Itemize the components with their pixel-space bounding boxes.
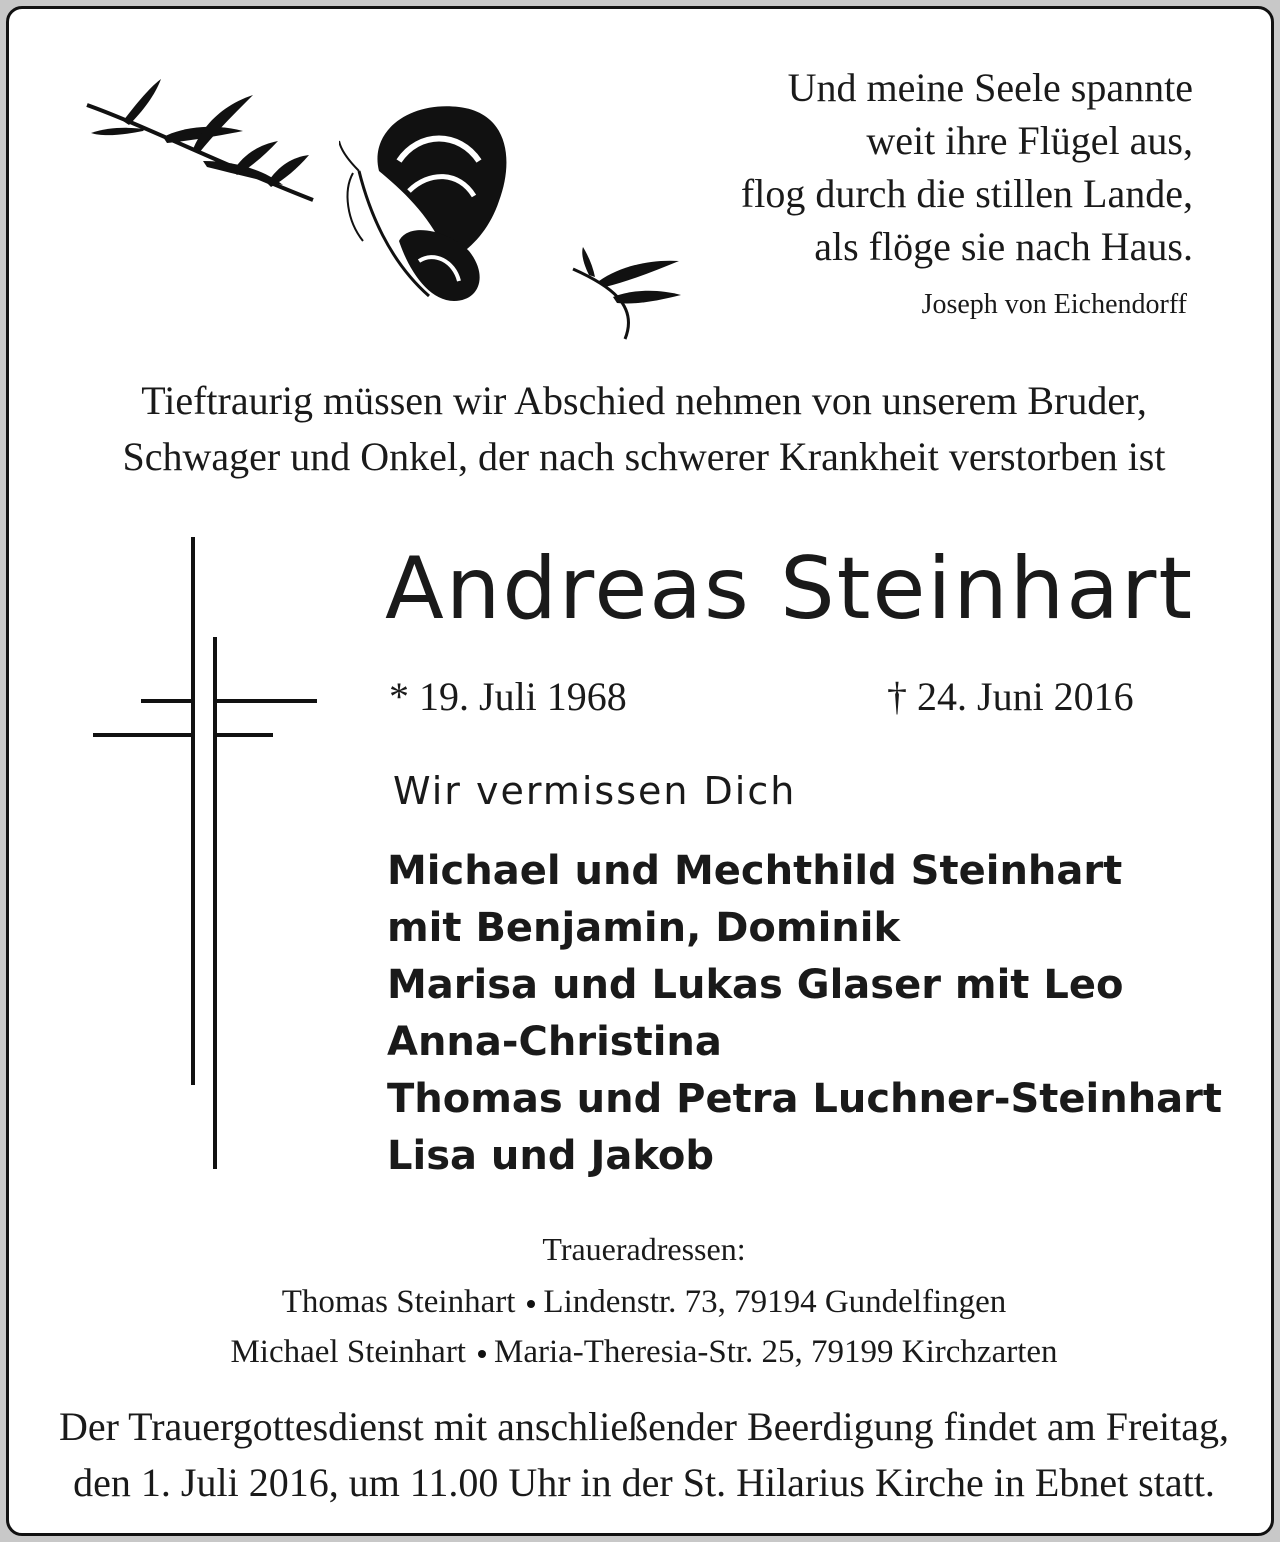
addresses-title: Traueradressen: xyxy=(542,1231,746,1267)
address-name: Michael Steinhart xyxy=(230,1334,466,1370)
bullet-icon xyxy=(478,1350,486,1358)
mourners-list xyxy=(387,843,1222,1185)
poem-author: Joseph von Eichendorff xyxy=(921,289,1187,320)
service-line: Der Trauergottesdienst mit anschließender Beerdigung findet am Freitag, xyxy=(58,1404,1230,1449)
butterfly-icon xyxy=(339,101,539,313)
address-street: Maria-Theresia-Str. 25, 79199 Kirchzarten xyxy=(493,1334,1058,1370)
poem-line: als flöge sie nach Haus. xyxy=(814,224,1193,269)
bullet-icon xyxy=(527,1300,535,1308)
mourner-line: Anna-Christina xyxy=(387,1019,722,1065)
birth-date: * 19. Juli 1968 xyxy=(389,674,627,719)
mourner-line: Lisa und Jakob xyxy=(387,1133,714,1179)
poem-line: flog durch die stillen Lande, xyxy=(740,171,1193,216)
message: Wir vermissen Dich xyxy=(393,769,797,813)
service-info xyxy=(9,1399,1279,1511)
address-entry xyxy=(9,1327,1279,1377)
intro-line: Tieftraurig müssen wir Abschied nehmen von unserem Bruder, xyxy=(141,378,1147,423)
obituary-card xyxy=(6,6,1274,1536)
cross-icon xyxy=(87,537,327,1177)
address-name: Thomas Steinhart xyxy=(281,1284,516,1320)
leaf-branch-left-icon xyxy=(83,75,323,215)
service-line: den 1. Juli 2016, um 11.00 Uhr in der St. Hilarius Kirche in Ebnet statt. xyxy=(73,1460,1215,1505)
death-date: † 24. Juni 2016 xyxy=(887,674,1134,719)
mourner-line: Michael und Mechthild Steinhart xyxy=(387,848,1123,894)
intro-line: Schwager und Onkel, der nach schwerer Krankheit verstorben ist xyxy=(122,434,1166,479)
mourner-line: Marisa und Lukas Glaser mit Leo xyxy=(387,962,1124,1008)
mourner-line: mit Benjamin, Dominik xyxy=(387,905,901,951)
poem-line: weit ihre Flügel aus, xyxy=(866,118,1193,163)
mourner-line: Thomas und Petra Luchner-Steinhart xyxy=(387,1076,1223,1122)
addresses-list xyxy=(9,1277,1279,1377)
address-entry xyxy=(9,1277,1279,1327)
poem-line: Und meine Seele spannte xyxy=(787,65,1193,110)
address-street: Lindenstr. 73, 79194 Gundelfingen xyxy=(543,1284,1007,1320)
poem xyxy=(741,61,1193,273)
deceased-name: Andreas Steinhart xyxy=(385,539,1195,639)
intro-text xyxy=(9,373,1279,485)
leaf-branch-right-icon xyxy=(569,245,689,345)
